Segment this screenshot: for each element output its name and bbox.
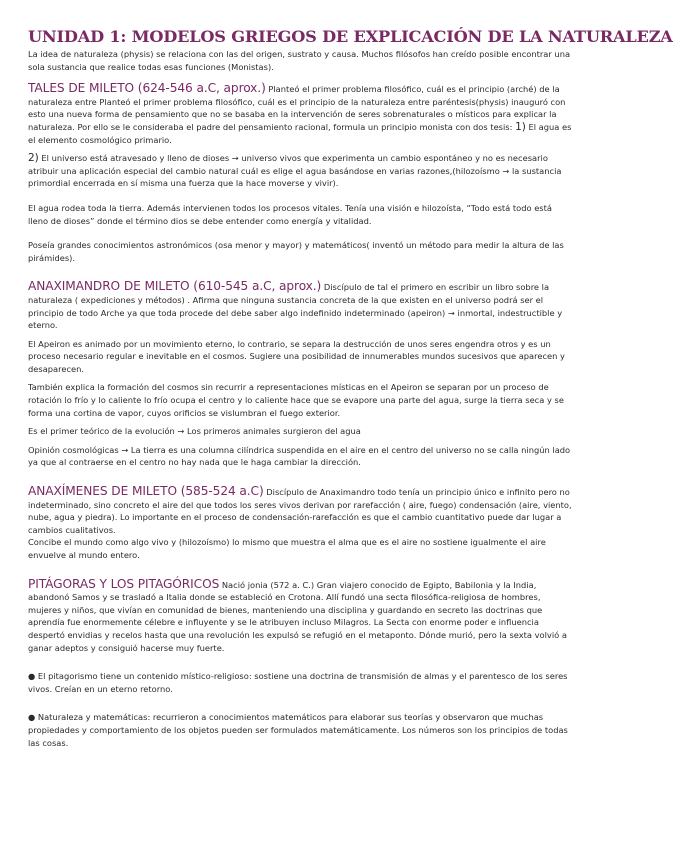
anaximandro-paragraph (28, 280, 572, 331)
intro-paragraph: La idea de naturaleza (physis) se relaciona con las del origen, sustrato y causa. Muchos filósofos han creído posible encontrar una sola sustancia que realice todas esas funciones (Monistas). (28, 49, 571, 72)
pitagoras-paragraph (28, 578, 572, 655)
tales-thesis-2 (28, 152, 572, 190)
anaximandro-text: Discípulo de tal el primero en escribir un libro sobre la naturaleza ( expediciones y métodos) . Afirma que ninguna sustancia concreta de la que existen en el universo podrá ser el principio de todo Arche ya que toda procede del debe saber algo indefinido indeterminado (apeiron) → inmortal, indestructible y eterno. (28, 282, 563, 331)
pitagoras-bullet-2 (28, 711, 572, 749)
tales-text: Planteó el primer problema filosófico, cuál es el principio (arché) de la naturaleza entre Planteó el primer problema filosófico, cuál es el principio de la naturaleza entre paréntesis(physis) inauguró con esto una nueva forma de pensamiento que no se basaba en la intervención de seres sobrenaturales o místicos para explicar la naturaleza. Por ello se le consideraba el padre del pensamiento racional, formula un principio monista con dos tesis: (28, 84, 566, 132)
pitagoras-text: Nació jonia (572 a. C.) Gran viajero conocido de Egipto, Babilonia y la India, abandonó Samos y se trasladó a Italia donde se estableció en Crotona. Allí fundó una secta filosófica-religiosa de hombres, mujeres y niños, que vivían en comunidad de bienes, manteniendo una disciplina y guardando en secreto las doctrinas que aprendía fue enormemente célebre e influyente y se le atribuyen incluso Milagros. La Secta con enorme poder e influencia despertó envidias y recelos hasta que una revolución les expulsó se refugió en el metaponto. Dónde murió, pero la sexta volvió a ganar adeptos y consiguió hacerse muy fuerte. (28, 579, 567, 653)
tales-paragraph-3: Poseía grandes conocimientos astronómicos (osa menor y mayor) y matemáticos( inventó un método para medir la altura de las pirámides). (28, 240, 564, 263)
anaximandro-paragraph-2: El Apeiron es animado por un movimiento eterno, lo contrario, se separa la destrucción de unos seres engendra otros y es un proceso necesario regular e inevitable en el cosmos. Sugiere una posibilidad de innumerables mundos sucesivos que aparecen y desaparecen. (28, 338, 565, 374)
pitagoras-bullet-1 (28, 670, 572, 695)
tales-thesis-2-text: El universo está atravesado y lleno de dioses → universo vivos que experimenta un cambio espontáneo y no es necesario atribuir una aplicación especial del cambio natural cuál es elige el agua basándose en varias razones,(hilozoísmo → la sustancia primordial encerrada en sí misma una fuerza que la hace moverse y vivir). (28, 153, 562, 189)
anaximenes-heading: ANAXÍMENES DE MILETO (585-524 a.C) (28, 484, 264, 499)
anaximandro-paragraph-4: Es el primer teórico de la evolución → Los primeros animales surgieron del agua (28, 426, 361, 437)
tales-paragraph-2: El agua rodea toda la tierra. Además intervienen todos los procesos vitales. Tenía una visión e hilozoísta, “Todo está todo está lleno de dioses” donde el término dios se debe entender como energía y vitalidad. (28, 202, 552, 226)
anaximenes-text: Discípulo de Anaximandro todo tenía un principio único e infinito pero no indeterminado, sino concreto el aire del que todos los seres vivos derivan por rarefacción ( aire, fuego) condensación (aire, viento, nube, agua y piedra). Lo importante en el proceso de condensación-rarefacción es que el cambio cuantitativo puede dar lugar a cambios cualitativos. (28, 487, 572, 535)
anaximenes-paragraph-2: Concibe el mundo como algo vivo y (hilozoísmo) lo mismo que muestra el alma que es el aire no sostiene igualmente el aire envuelve al mundo entero. (28, 537, 546, 560)
anaximenes-paragraph (28, 485, 572, 536)
anaximandro-paragraph-5: Opinión cosmológicas → La tierra es una columna cilíndrica suspendida en el aire en el centro del universo no se calla ningún lado ya que al contraerse en el centro no hay nada que le haga cambiar la dirección. (28, 444, 571, 468)
tales-thesis-1-text: El agua es el elemento cosmológico primario. (28, 121, 572, 145)
bullet-icon: ● (28, 712, 36, 723)
tales-thesis-1-number: 1) (515, 120, 526, 133)
anaximandro-paragraph-3: También explica la formación del cosmos sin recurrir a representaciones místicas en el Apeiron se separan por un proceso de rotación lo frío y lo caliente lo frío ocupa el centro y lo caliente hace que se evapore una parte del agua, surge la tierra seca y se forma una cortina de vapor, cuyos orificios se vislumbran el fuego exterior. (28, 382, 564, 418)
bullet-icon: ● (28, 671, 36, 682)
anaximandro-heading: ANAXIMANDRO DE MILETO (610-545 a.C, aprox.) (28, 279, 322, 294)
tales-paragraph (28, 82, 572, 146)
page-title: UNIDAD 1: MODELOS GRIEGOS DE EXPLICACIÓN DE LA NATURALEZA (28, 27, 673, 46)
tales-heading: TALES DE MILETO (624-546 a.C, aprox.) (28, 81, 266, 96)
pitagoras-heading: PITÁGORAS Y LOS PITAGÓRICOS (28, 576, 220, 591)
tales-thesis-2-number: 2) (28, 152, 39, 165)
pitagoras-bullet-1-text: El pitagorismo tiene un contenido místico-religioso: sostiene una doctrina de transmisión de almas y el parentesco de los seres vivos. Creían en un eterno retorno. (28, 671, 568, 694)
pitagoras-bullet-2-text: Naturaleza y matemáticas: recurrieron a conocimientos matemáticos para elaborar sus teorías y observaron que muchas propiedades y comportamiento de los objetos pueden ser formulados matemáticamente. Los números son los principios de todas las cosas. (28, 712, 568, 748)
